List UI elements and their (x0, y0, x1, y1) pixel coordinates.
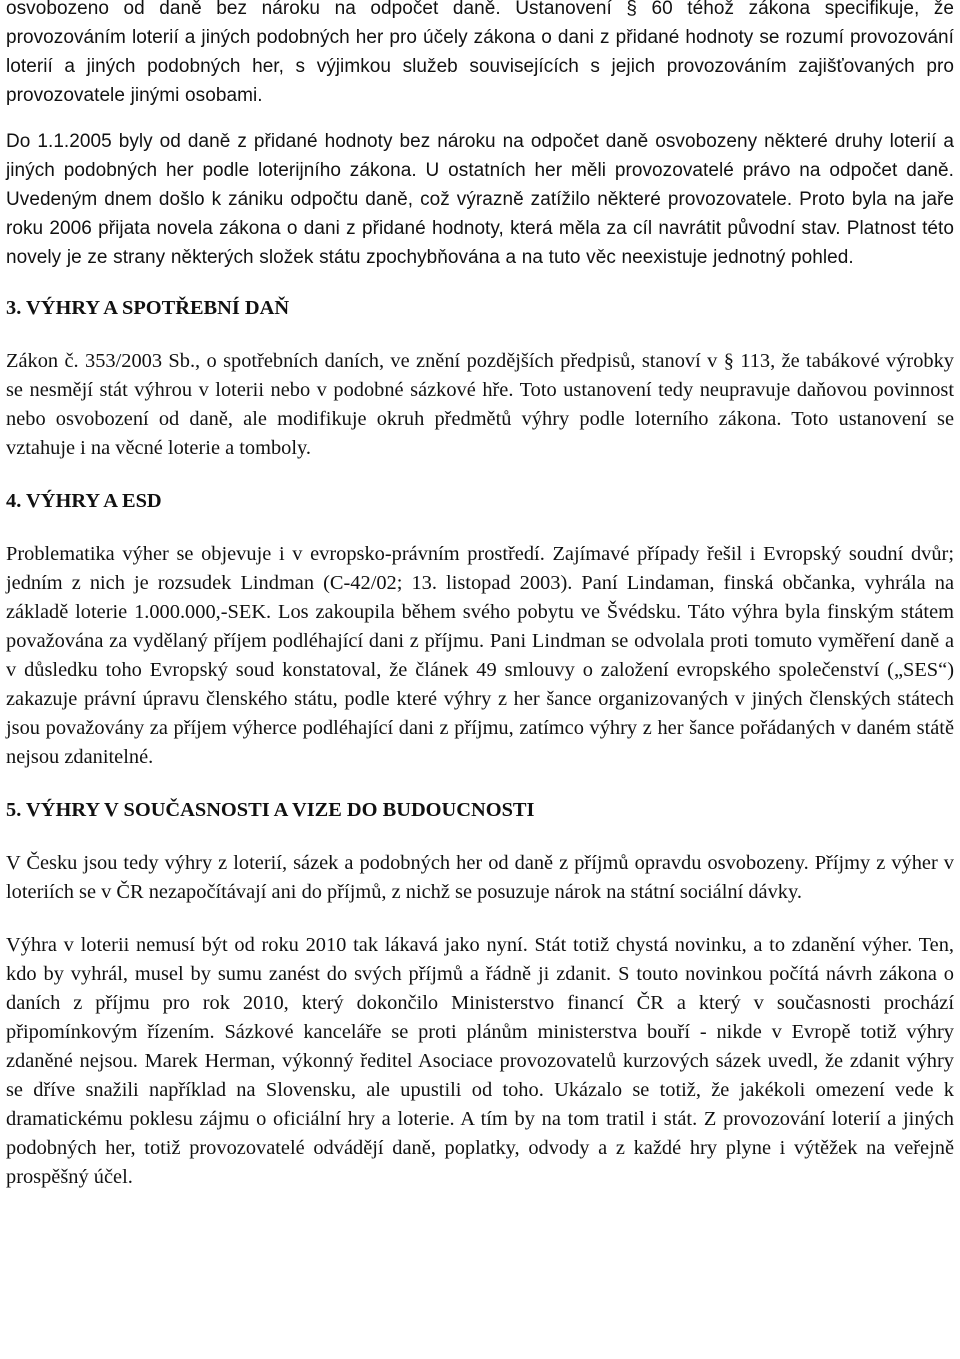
paragraph-spacer (6, 772, 954, 796)
document-page (6, 0, 954, 1192)
paragraph-spacer (6, 323, 954, 347)
paragraph-spacer (6, 516, 954, 540)
paragraph-lindman-case: Problematika výher se objevuje i v evropsko-právním prostředí. Zajímavé případy řešil i Evropský soudní dvůr; jedním z nich je rozsudek Lindman (C-42/02; 13. listopad 2003). Paní Lindaman, finská občanka, vyhrála na základě loterie 1.000.000,-SEK. Los zakoupila během svého pobytu ve Švédsku. Táto výhra byla finským státem považována za vydělaný příjem podléhající dani z příjmu. Pani Lindman se odvolala proti tomuto vyměření daně a v důsledku toho Evropský soud konstatoval, že článek 49 smlouvy o založení evropského společenství („SES“) zakazuje právní úpravu členského státu, podle které výhry z her šance organizovaných v jiných členských státech jsou považovány za příjem výherce podléhající dani z příjmu, zatímco výhry z her šance pořádaných v daném státě nejsou zdanitelné. (6, 543, 954, 768)
section-heading-esd: 4. VÝHRY A ESD (6, 490, 162, 512)
paragraph-spacer (6, 825, 954, 849)
paragraph-spacer (6, 110, 954, 127)
section-heading-excise-tax: 3. VÝHRY A SPOTŘEBNÍ DAŇ (6, 297, 290, 319)
paragraph-spacer (6, 463, 954, 487)
paragraph-vat-exemption: osvobozeno od daně bez nároku na odpočet daně. Ustanovení § 60 téhož zákona specifikuje, že provozováním loterií a jiných podobných her pro účely zákona o dani z přidané hodnoty se rozumí provozování loterií a jiných podobných her, s výjimkou služeb souvisejících s jejich provozováním zajišťovaných pro provozovatele jinými osobami. (6, 0, 954, 106)
paragraph-tax-plans-2010: Výhra v loterii nemusí být od roku 2010 tak lákavá jako nyní. Stát totiž chystá novinku, a to zdanění výher. Ten, kdo by vyhrál, musel by sumu zanést do svých příjmů a řádně ji zdanit. S touto novinkou počítá návrh zákona o daních z příjmu pro rok 2010, který dokončilo Ministerstvo financí ČR a který v současnosti prochází připomínkovým řízením. Sázkové kanceláře se proti plánům ministerstva bouří - nikde v Evropě totiž výhry zdaněné nejsou. Marek Herman, výkonný ředitel Asociace provozovatelů kurzových sázek uvedl, že zdanit výhry se dříve snažili například na Slovensku, ale upustili od toho. Ukázalo se totiž, že jakékoli omezení vede k dramatickému poklesu zájmu o oficiální hry a loterie. A tím by na tom tratil i stát. Z provozování loterií a jiných podobných her, totiž provozovatelé odvádějí daně, poplatky, odvody a z každé hry plyne i výtěžek na veřejně prospěšný účel. (6, 934, 954, 1188)
paragraph-spacer (6, 272, 954, 294)
section-heading-present-future: 5. VÝHRY V SOUČASNOSTI A VIZE DO BUDOUCNOSTI (6, 799, 535, 821)
paragraph-spacer (6, 907, 954, 931)
paragraph-czech-exemption: V Česku jsou tedy výhry z loterií, sázek a podobných her od daně z příjmů opravdu osvobozeny. Příjmy z výher v loteriích se v ČR nezapočítávají ani do příjmů, z nichž se posuzuje nárok na státní sociální dávky. (6, 852, 954, 903)
paragraph-vat-history: Do 1.1.2005 byly od daně z přidané hodnoty bez nároku na odpočet daně osvobozeny některé druhy loterií a jiných podobných her podle loterijního zákona. U ostatních her měli provozovatelé právo na odpočet daně. Uvedeným dnem došlo k zániku odpočtu daně, což výrazně zatížilo některé provozovatele. Proto byla na jaře roku 2006 přijata novela zákona o dani z přidané hodnoty, která měla za cíl navrátit původní stav. Platnost této novely je ze strany některých složek státu zpochybňována a na tuto věc neexistuje jednotný pohled. (6, 131, 954, 268)
paragraph-excise-tax: Zákon č. 353/2003 Sb., o spotřebních daních, ve znění pozdějších předpisů, stanoví v § 113, že tabákové výrobky se nesmějí stát výhrou v loterii nebo v podobné sázkové hře. Toto ustanovení tedy neupravuje daňovou povinnost nebo osvobození od daně, ale modifikuje okruh předmětů výhry podle loterního zákona. Toto ustanovení se vztahuje i na věcné loterie a tomboly. (6, 350, 954, 459)
